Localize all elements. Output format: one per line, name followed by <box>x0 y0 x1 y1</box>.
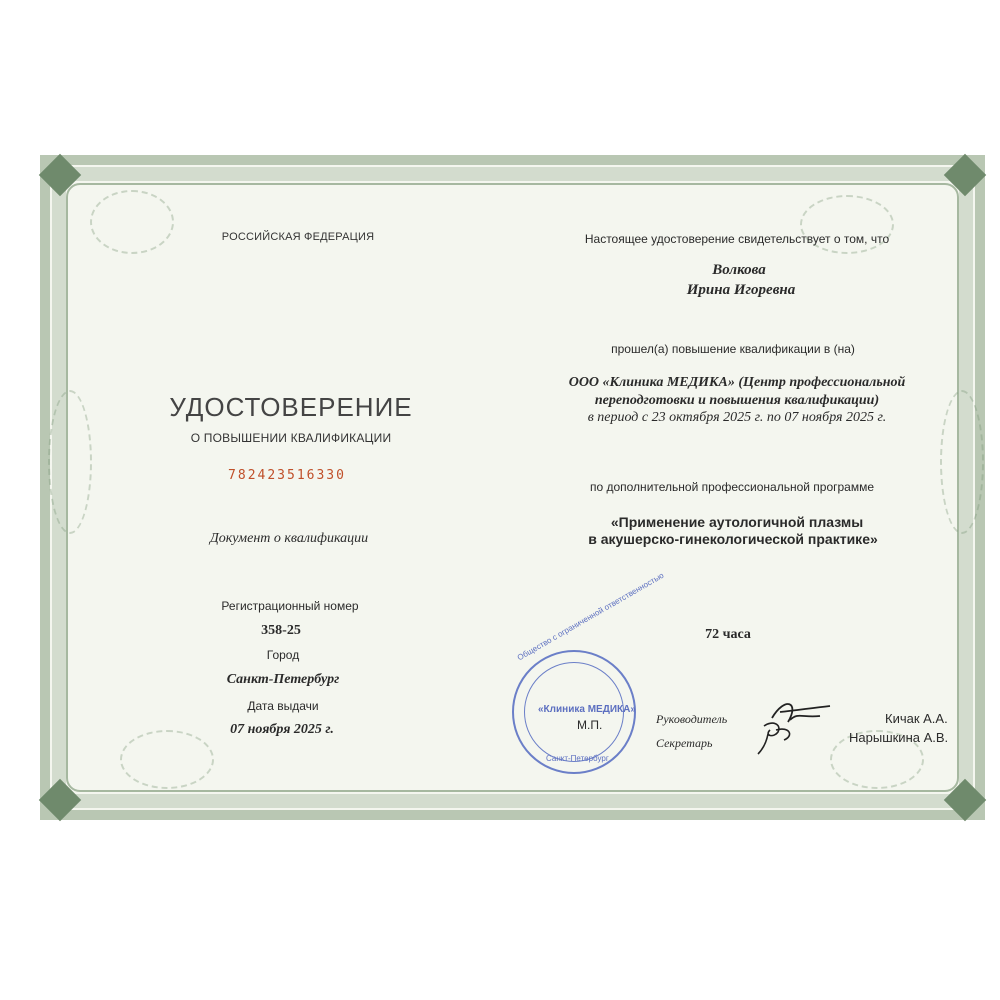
registration-number: 358-25 <box>261 623 301 638</box>
passed-label: прошел(а) повышение квалификации в (на) <box>611 342 855 356</box>
guilloche-ornament <box>48 390 92 534</box>
document-subtitle: О ПОВЫШЕНИИ КВАЛИФИКАЦИИ <box>190 431 392 445</box>
program-title-line-1: «Применение аутологичной плазмы <box>610 514 864 530</box>
document-type: Документ о квалификации <box>209 531 369 546</box>
guilloche-ornament <box>120 730 214 789</box>
document-title: УДОСТОВЕРЕНИЕ <box>169 392 413 422</box>
country-label: РОССИЙСКАЯ ФЕДЕРАЦИЯ <box>221 231 375 243</box>
organization-line-1: ООО «Клиника МЕДИКА» (Центр профессиональной <box>568 375 906 390</box>
guilloche-ornament <box>940 390 984 534</box>
secretary-signature <box>750 718 810 758</box>
secretary-name: Нарышкина А.В. <box>849 730 949 745</box>
issue-date-label: Дата выдачи <box>247 699 319 713</box>
stamp-mark: М.П. <box>577 718 603 732</box>
issue-date-value: 07 ноября 2025 г. <box>230 722 334 737</box>
program-label: по дополнительной профессиональной программе <box>589 480 875 494</box>
guilloche-ornament <box>90 190 174 254</box>
stamp-ring-top: Общество с ограниченной ответственностью <box>515 570 666 663</box>
secretary-label: Секретарь <box>656 736 713 750</box>
head-name: Кичак А.А. <box>885 711 948 726</box>
registration-label: Регистрационный номер <box>221 599 359 613</box>
training-period: в период с 23 октября 2025 г. по 07 ноября 2025 г. <box>587 410 887 425</box>
head-label: Руководитель <box>656 712 728 726</box>
city-label: Город <box>266 648 300 662</box>
hours-value: 72 часа <box>705 627 751 642</box>
holder-given-names: Ирина Игоревна <box>686 282 796 298</box>
organization-stamp <box>512 570 666 774</box>
stamp-ring-bottom: Санкт-Петербург <box>546 754 609 763</box>
serial-number: 782423516330 <box>228 468 346 483</box>
stamp-center: «Клиника МЕДИКА» <box>538 704 636 715</box>
certify-intro: Настоящее удостоверение свидетельствует о том, что <box>584 232 890 246</box>
holder-surname: Волкова <box>712 262 766 278</box>
organization-line-2: переподготовки и повышения квалификации) <box>594 393 880 408</box>
program-title-line-2: в акушерско-гинекологической практике» <box>588 531 878 547</box>
city-value: Санкт-Петербург <box>226 672 340 687</box>
